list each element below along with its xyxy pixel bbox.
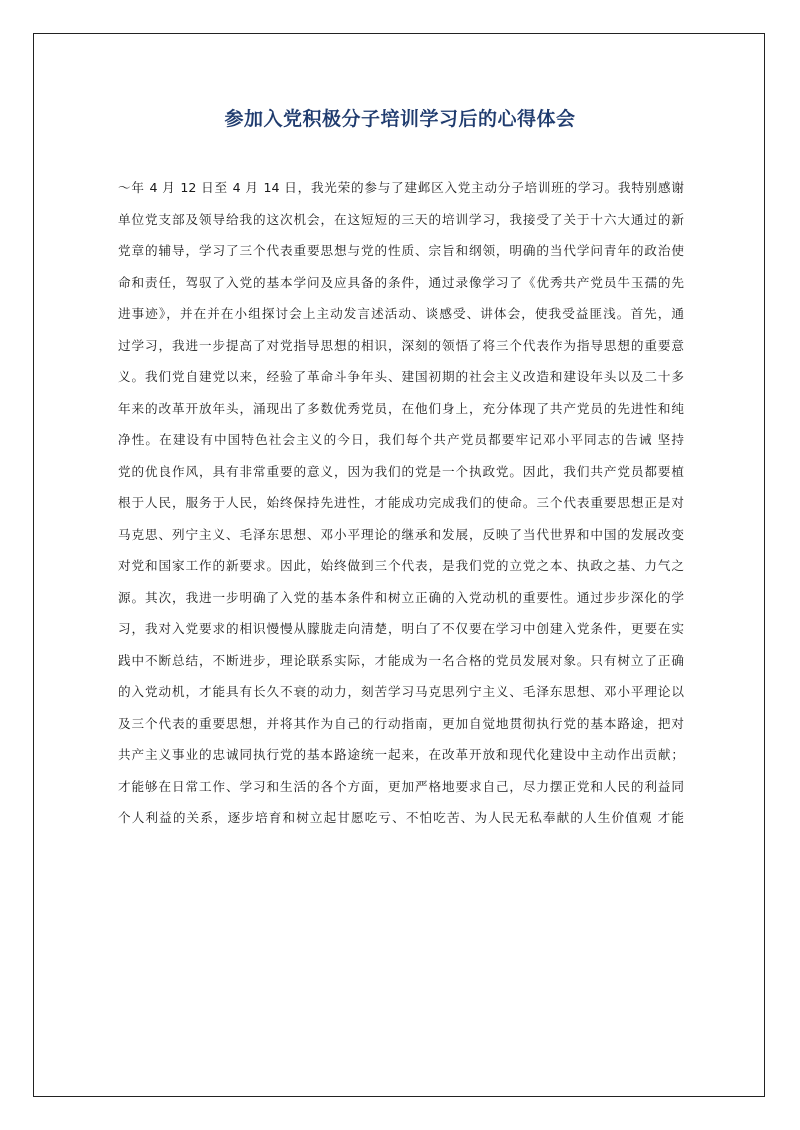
body-line: 践中不断总结，不断进步，理论联系实际，才能成为一名合格的党员发展对象。只有树立了正确 xyxy=(118,652,684,668)
document-title: 参加入党积极分子培训学习后的心得体会 xyxy=(224,108,576,130)
body-line: 过学习，我进一步提高了对党指导思想的相识，深刻的领悟了将三个代表作为指导思想的重要意 xyxy=(118,337,684,353)
body-line: 源。其次，我进一步明确了入党的基本条件和树立正确的入党动机的重要性。通过步步深化的学 xyxy=(118,589,684,605)
body-line: 年来的改革开放年头，涌现出了多数优秀党员，在他们身上，充分体现了共产党员的先进性和纯 xyxy=(118,400,684,416)
body-line: ～年 4 月 12 日至 4 月 14 日，我光荣的参与了建邺区入党主动分子培训班的学习。我特别感谢 xyxy=(118,180,684,195)
body-line: 义。我们党自建党以来，经验了革命斗争年头、建国初期的社会主义改造和建设年头以及二十多 xyxy=(118,369,684,384)
body-line: 党的优良作风，具有非常重要的意义，因为我们的党是一个执政党。因此，我们共产党员都要植 xyxy=(118,463,684,479)
body-line: 的入党动机，才能具有长久不衰的动力，刻苦学习马克思列宁主义、毛泽东思想、邓小平理论以 xyxy=(118,684,684,699)
body-line: 及三个代表的重要思想，并将其作为自己的行动指南，更加自觉地贯彻执行党的基本路途，把对 xyxy=(118,715,684,731)
body-line: 单位党支部及领导给我的这次机会，在这短短的三天的培训学习，我接受了关于十六大通过的新 xyxy=(118,211,684,227)
body-line: 对党和国家工作的新要求。因此，始终做到三个代表，是我们党的立党之本、执政之基、力气之 xyxy=(118,558,684,573)
body-line: 根于人民，服务于人民，始终保持先进性，才能成功完成我们的使命。三个代表重要思想正是对 xyxy=(118,495,684,510)
body-line: 个人利益的关系，逐步培育和树立起甘愿吃亏、不怕吃苦、为人民无私奉献的人生价值观 才能 xyxy=(118,810,684,825)
document-body xyxy=(118,172,684,834)
body-line: 净性。在建设有中国特色社会主义的今日，我们每个共产党员都要牢记邓小平同志的告诫 坚持 xyxy=(118,432,684,447)
body-line: 党章的辅导，学习了三个代表重要思想与党的性质、宗旨和纲领，明确的当代学问青年的政治使 xyxy=(118,243,684,258)
body-line: 马克思、列宁主义、毛泽东思想、邓小平理论的继承和发展，反映了当代世界和中国的发展改变 xyxy=(118,526,684,542)
body-line: 才能够在日常工作、学习和生活的各个方面，更加严格地要求自己，尽力摆正党和人民的利益同 xyxy=(118,778,684,794)
body-line: 共产主义事业的忠诚同执行党的基本路途统一起来，在改革开放和现代化建设中主动作出贡献； xyxy=(118,747,684,762)
body-line: 命和责任，驾驭了入党的基本学问及应具备的条件，通过录像学习了《优秀共产党员牛玉孺的先 xyxy=(118,274,684,290)
body-line: 习，我对入党要求的相识慢慢从朦胧走向清楚，明白了不仅要在学习中创建入党条件，更要在实 xyxy=(118,621,684,636)
body-line: 进事迹》，并在并在小组探讨会上主动发言述活动、谈感受、讲体会，使我受益匪浅。首先，通 xyxy=(118,306,684,321)
